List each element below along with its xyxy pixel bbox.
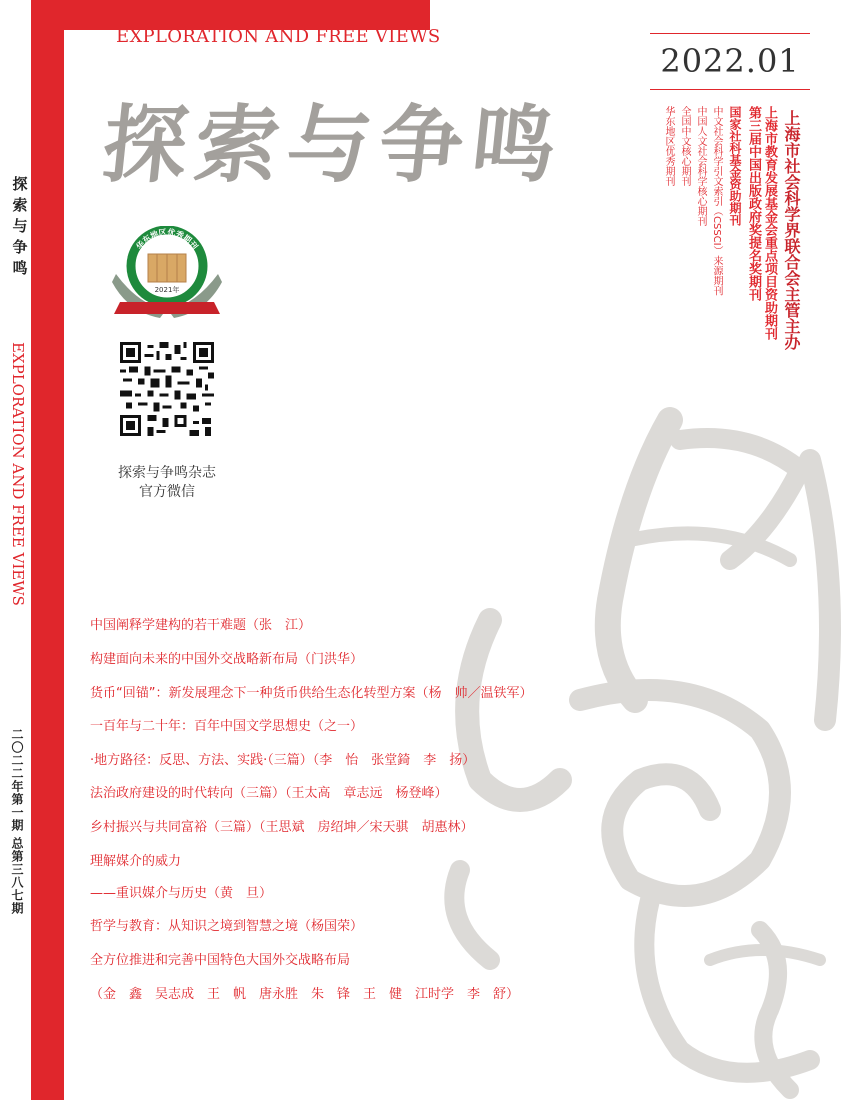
publisher-line: 中国人文社会科学核心期刊: [695, 106, 706, 226]
spine-title: 探索与争鸣: [12, 175, 28, 277]
publisher-line: 上海市教育发展基金会重点项目资助期刊: [762, 106, 777, 340]
publisher-line: 国家社科基金资助期刊: [728, 106, 742, 226]
date-rule-top: [650, 33, 810, 34]
spine-english-title: EXPLORATION AND FREE VIEWS: [9, 342, 27, 606]
red-frame-left: [31, 0, 64, 1100]
qr-caption-line2: 官方微信: [139, 484, 195, 500]
toc-item: 理解媒介的威力: [90, 854, 182, 869]
english-title: EXPLORATION AND FREE VIEWS: [116, 26, 441, 47]
toc-item: 货币“回锚”：新发展理念下一种货币供给生态化转型方案（杨 帅／温铁军）: [90, 686, 533, 701]
qr-caption-line1: 探索与争鸣杂志: [118, 465, 216, 481]
issue-date: 2022.01: [660, 42, 800, 80]
toc-item: 哲学与教育：从知识之境到智慧之境（杨国荣）: [90, 919, 364, 934]
award-book-icon: [108, 226, 226, 322]
toc-item: 乡村振兴与共同富裕（三篇）（王思斌 房绍坤／宋天骐 胡惠林）: [90, 820, 474, 835]
toc-item: ·地方路径：反思、方法、实践·（三篇）（李 怡 张堂錡 李 扬）: [90, 753, 476, 768]
toc-item: 中国阐释学建构的若干难题（张 江）: [90, 618, 312, 633]
publisher-line: 全国中文核心期刊: [679, 106, 690, 186]
chinese-title: 探索与争鸣: [98, 95, 569, 194]
qr-caption: [96, 464, 238, 502]
toc-item: 法治政府建设的时代转向（三篇）（王太高 章志远 杨登峰）: [90, 786, 448, 801]
toc-item: 一百年与二十年：百年中国文学思想史（之一）: [90, 719, 364, 734]
date-rule-bottom: [650, 89, 810, 90]
toc-item: （金 鑫 吴志成 王 帆 唐永胜 朱 锋 王 健 江时学 李 舒）: [90, 987, 520, 1002]
publisher-line: 第三届中国出版政府奖提名奖期刊: [746, 106, 761, 301]
publisher-line: 华东地区优秀期刊: [663, 106, 674, 186]
qr-code-icon: [120, 342, 214, 436]
toc-item: ——重识媒介与历史（黄 旦）: [90, 886, 273, 901]
badge-year: 2021年: [154, 286, 180, 294]
spine-issue-info: 二〇二二年第一期 总第三八七期: [10, 728, 24, 916]
toc-item: 构建面向未来的中国外交战略新布局（门洪华）: [90, 652, 364, 667]
badge-ring-text: 华东地区优秀期刊: [134, 227, 200, 252]
publisher-line: 上海市社会科学界联合会主管主办: [782, 110, 801, 350]
toc-item: 全方位推进和完善中国特色大国外交战略布局: [90, 953, 351, 968]
publisher-line: 中文社会科学引文索引（CSSCI）来源期刊: [711, 106, 722, 296]
